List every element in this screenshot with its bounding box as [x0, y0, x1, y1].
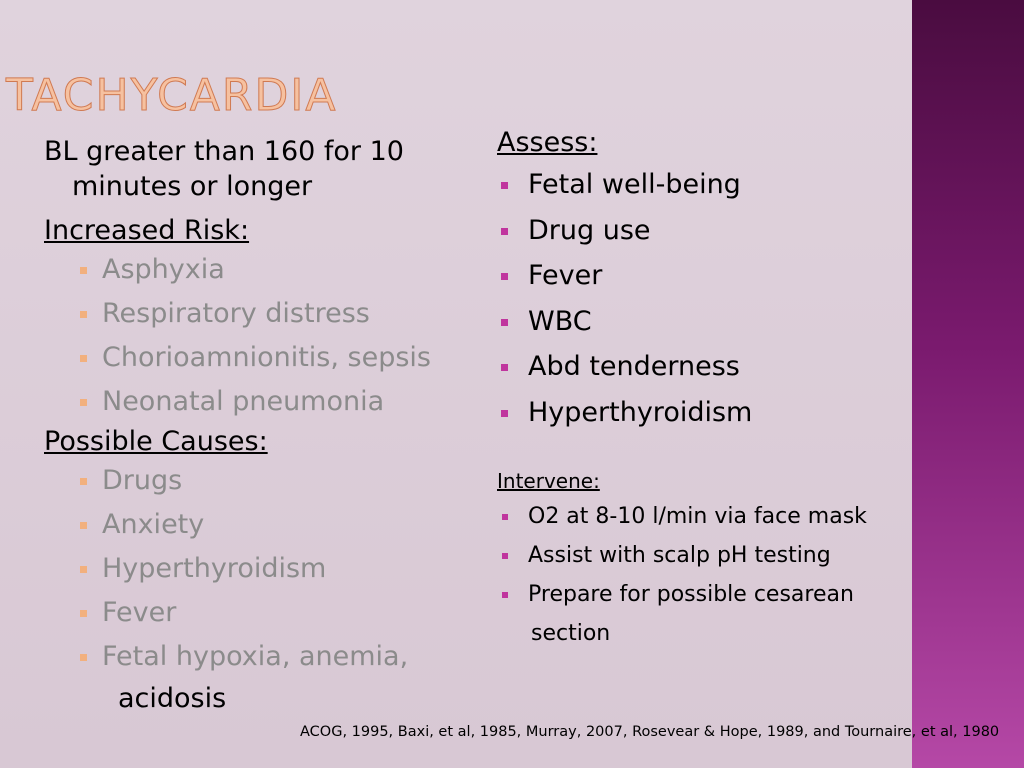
list-item: Neonatal pneumonia [44, 380, 484, 424]
intro-line-1: BL greater than 160 for 10 [44, 136, 404, 167]
list-item: Hyperthyroidism [497, 390, 917, 436]
intervene-list [497, 497, 917, 614]
causes-list [44, 459, 484, 679]
list-item: Hyperthyroidism [44, 547, 484, 591]
list-item: O2 at 8-10 l/min via face mask [497, 497, 917, 536]
intervene-continuation: section [531, 621, 611, 646]
cause-continuation: acidosis [118, 683, 227, 714]
list-item: Drugs [44, 459, 484, 503]
list-item: Fever [497, 253, 917, 299]
list-item: Respiratory distress [44, 292, 484, 336]
list-item: Abd tenderness [497, 344, 917, 390]
risk-heading: Increased Risk: [44, 215, 250, 246]
list-item: Asphyxia [44, 248, 484, 292]
list-item: Fetal well-being [497, 162, 917, 208]
list-item: Assist with scalp pH testing [497, 536, 917, 575]
intro-line-2: minutes or longer [72, 171, 313, 202]
right-column [497, 124, 917, 654]
assess-heading: Assess: [497, 127, 598, 158]
list-item: Prepare for possible cesarean [497, 575, 917, 614]
list-item: Anxiety [44, 503, 484, 547]
slide-title: TACHYCARDIA [6, 70, 338, 121]
list-item: WBC [497, 299, 917, 345]
citation-text: ACOG, 1995, Baxi, et al, 1985, Murray, 2007, Rosevear & Hope, 1989, and Tournaire, et al, 1980 [300, 724, 1000, 740]
intervene-heading: Intervene: [497, 469, 600, 493]
side-decorative-band [912, 0, 1024, 768]
left-column [44, 134, 484, 719]
list-item: Drug use [497, 208, 917, 254]
list-item: Fever [44, 591, 484, 635]
causes-heading: Possible Causes: [44, 426, 268, 457]
assess-list [497, 162, 917, 435]
list-item: Fetal hypoxia, anemia, [44, 635, 484, 679]
list-item: Chorioamnionitis, sepsis [44, 336, 484, 380]
risk-list [44, 248, 484, 424]
